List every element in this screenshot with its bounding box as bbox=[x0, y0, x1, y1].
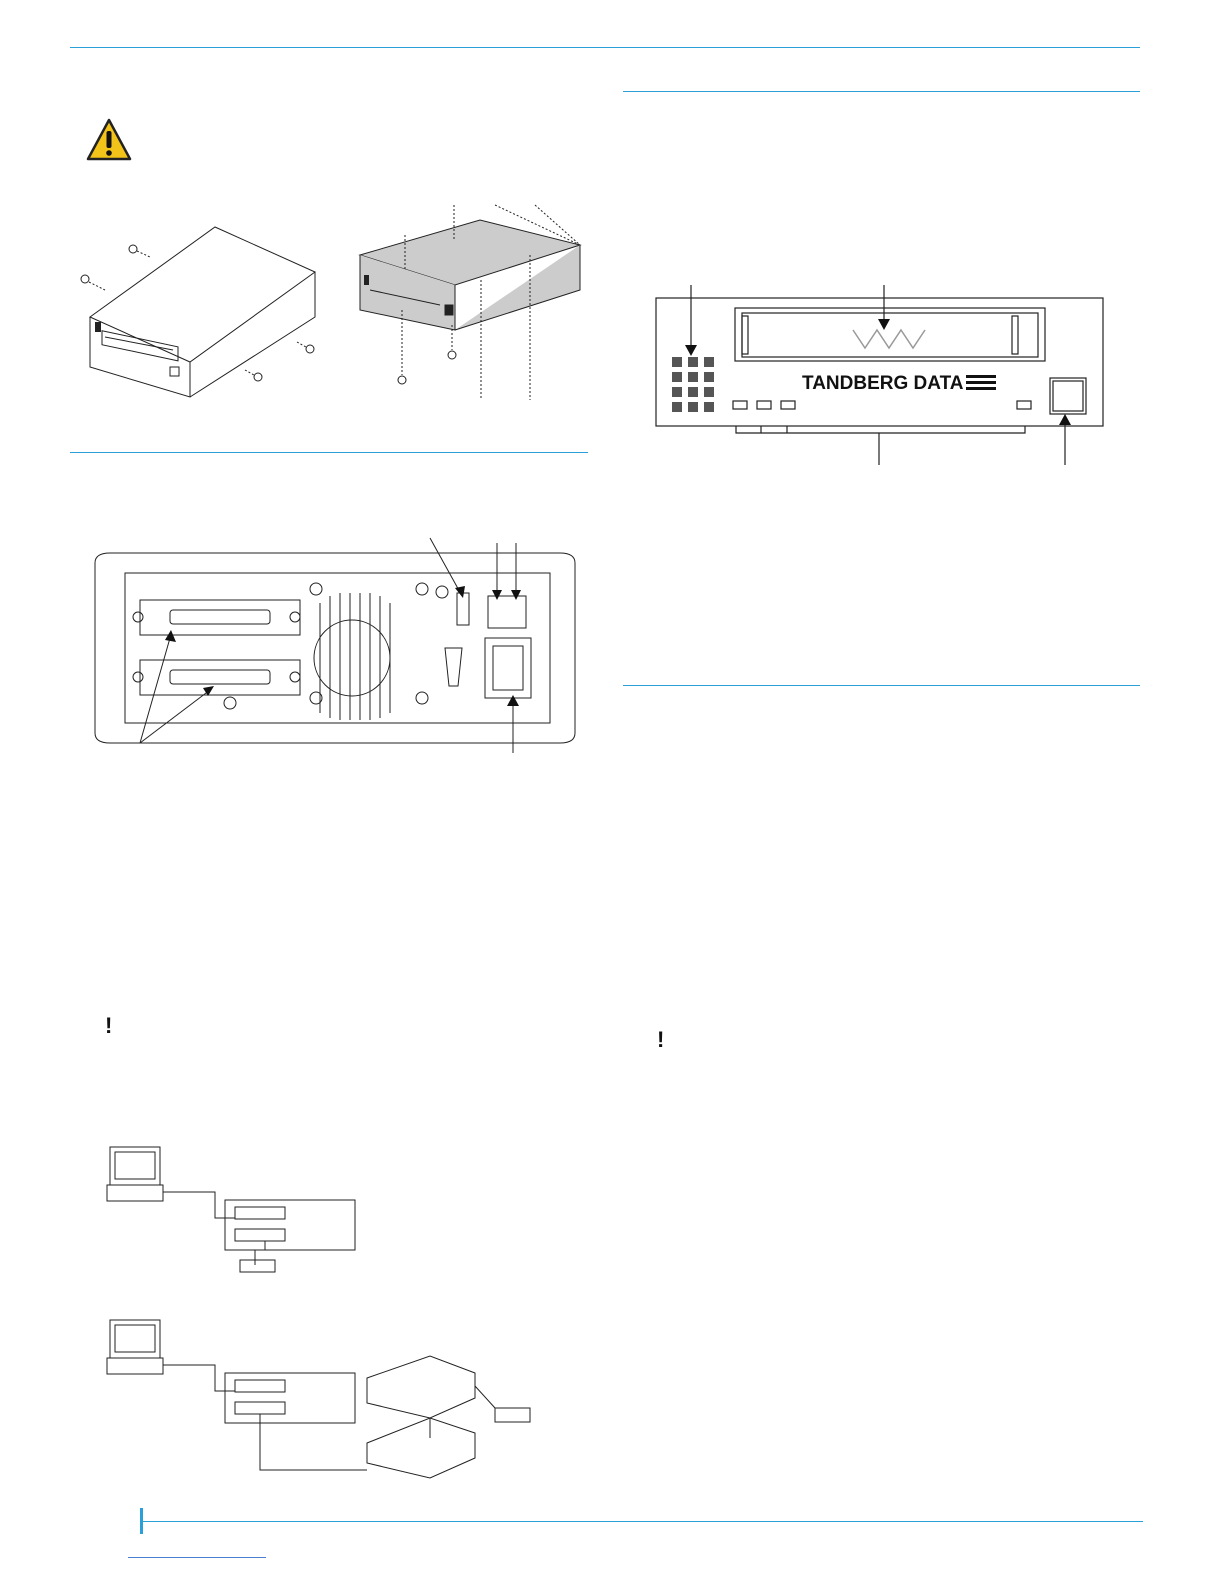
brand-text: TANDBERG DATA bbox=[802, 373, 964, 394]
left-section-rule-1 bbox=[70, 452, 588, 453]
footer-link-underline bbox=[128, 1557, 266, 1558]
note-marker-right: ! bbox=[657, 1027, 665, 1052]
right-section-rule-1 bbox=[623, 91, 1140, 92]
drive-bottom-screws-diagram bbox=[350, 205, 590, 405]
footer-rule bbox=[142, 1521, 1143, 1522]
single-drive-connection-diagram bbox=[105, 1145, 365, 1280]
right-section-rule-2 bbox=[623, 685, 1140, 686]
warning-triangle-icon bbox=[86, 118, 132, 162]
rear-panel-diagram bbox=[90, 538, 585, 760]
daisy-chain-connection-diagram bbox=[105, 1318, 540, 1493]
note-marker-left: ! bbox=[105, 1013, 113, 1038]
front-panel-diagram bbox=[655, 283, 1105, 466]
top-rule bbox=[70, 47, 1140, 48]
drive-mounting-screws-diagram bbox=[75, 222, 325, 397]
